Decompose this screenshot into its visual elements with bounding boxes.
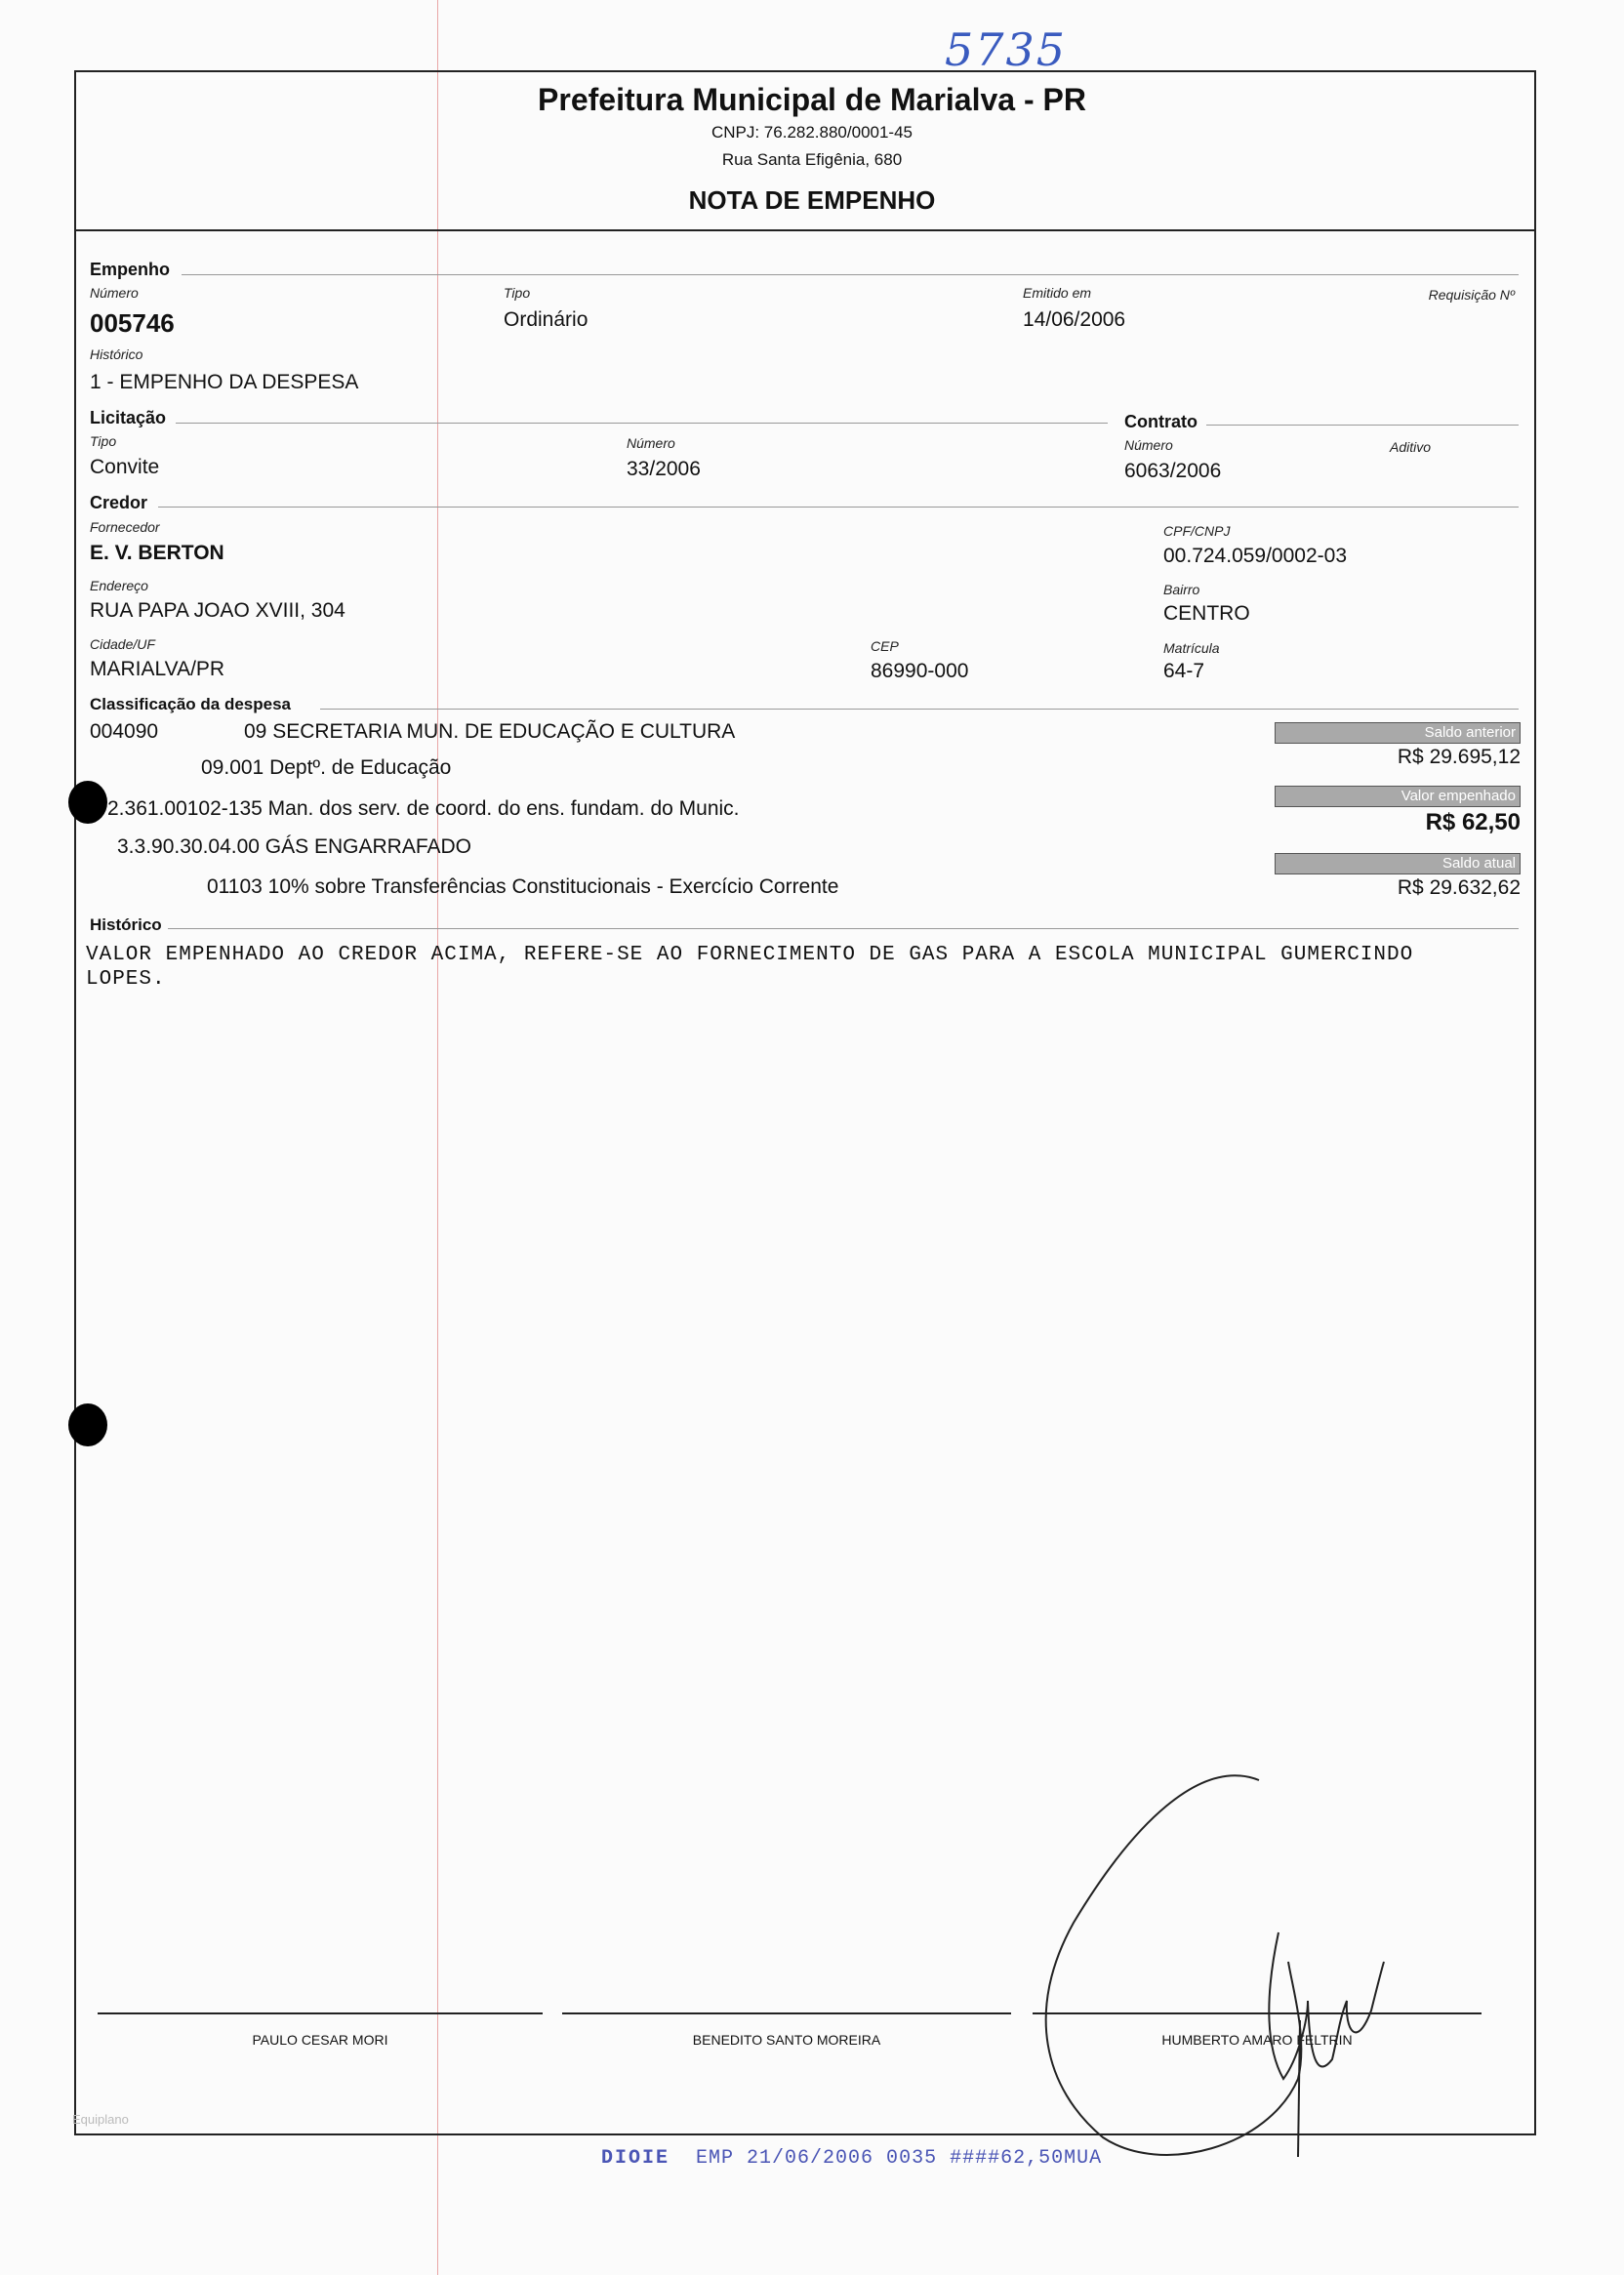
classificacao-elemento: 3.3.90.30.04.00 GÁS ENGARRAFADO (117, 835, 472, 858)
signatory-2: BENEDITO SANTO MOREIRA (692, 2032, 881, 2048)
empenho-historico-label: Histórico (90, 346, 143, 362)
software-watermark: Equiplano (72, 2112, 129, 2127)
classificacao-orgao: 09 SECRETARIA MUN. DE EDUCAÇÃO E CULTURA (244, 720, 736, 743)
empenho-numero-label: Número (90, 285, 139, 301)
cpf-cnpj-label: CPF/CNPJ (1163, 523, 1231, 539)
cnpj-text: CNPJ: 76.282.880/0001-45 (710, 123, 914, 142)
emitido-date: 14/06/2006 (1023, 308, 1126, 331)
bairro-label: Bairro (1163, 582, 1200, 597)
aditivo-label: Aditivo (1390, 439, 1432, 455)
matricula-value: 64-7 (1163, 660, 1205, 682)
address-text: Rua Santa Efigênia, 680 (721, 150, 903, 169)
classificacao-section-title: Classificação da despesa (90, 695, 292, 713)
signatory-3: HUMBERTO AMARO FELTRIN (1161, 2032, 1353, 2048)
section-rule (176, 423, 1108, 424)
classificacao-funcional: 2.361.00102-135 Man. dos serv. de coord. do ens. fundam. do Munic. (107, 797, 740, 820)
cidade-value: MARIALVA/PR (90, 658, 225, 680)
cidade-label: Cidade/UF (90, 636, 155, 652)
licitacao-tipo: Convite (90, 456, 160, 478)
contrato-numero: 6063/2006 (1124, 460, 1222, 482)
signature-line (562, 2012, 1011, 2014)
valor-empenhado-label: Valor empenhado (1275, 786, 1521, 807)
saldo-atual-label: Saldo atual (1275, 853, 1521, 874)
protocol-stamp (601, 2147, 1102, 2170)
classificacao-recurso: 01103 10% sobre Transferências Constitucionais - Exercício Corrente (207, 875, 839, 898)
section-rule (1206, 425, 1519, 426)
valor-empenhado-value: R$ 62,50 (1425, 809, 1521, 835)
handwritten-document-number: 5735 (945, 23, 1068, 76)
fornecedor-label: Fornecedor (90, 519, 160, 535)
binder-hole (68, 781, 107, 824)
historico-line-2: LOPES. (86, 968, 166, 991)
contrato-section-title: Contrato (1124, 412, 1198, 431)
classificacao-code: 004090 (90, 720, 159, 743)
empenho-tipo-label: Tipo (504, 285, 531, 301)
historico-section-title: Histórico (90, 915, 162, 934)
contrato-numero-label: Número (1124, 437, 1173, 453)
licitacao-section-title: Licitação (90, 408, 167, 427)
stamp-text: EMP 21/06/2006 0035 ####62,50MUA (696, 2147, 1103, 2170)
saldo-atual-value: R$ 29.632,62 (1397, 876, 1521, 899)
empenho-historico: 1 - EMPENHO DA DESPESA (90, 371, 359, 393)
cpf-cnpj-value: 00.724.059/0002-03 (1163, 545, 1348, 567)
licitacao-tipo-label: Tipo (90, 433, 117, 449)
section-rule (320, 709, 1519, 710)
historico-line-1: VALOR EMPENHADO AO CREDOR ACIMA, REFERE-SE AO FORNECIMENTO DE GAS PARA A ESCOLA MUNICIPAL GUMERCINDO (86, 944, 1414, 966)
signatory-1: PAULO CESAR MORI (252, 2032, 388, 2048)
document-title: NOTA DE EMPENHO (688, 185, 936, 215)
credor-section-title: Credor (90, 493, 148, 512)
bairro-value: CENTRO (1163, 602, 1250, 625)
cep-label: CEP (871, 638, 899, 654)
fornecedor-name: E. V. BERTON (90, 542, 224, 564)
licitacao-numero-label: Número (627, 435, 675, 451)
classificacao-unidade: 09.001 Deptº. de Educação (201, 756, 452, 779)
binder-hole (68, 1403, 107, 1446)
empenho-section-title: Empenho (90, 260, 171, 279)
signature-line (98, 2012, 543, 2014)
section-rule (182, 274, 1519, 275)
saldo-anterior-label: Saldo anterior (1275, 722, 1521, 744)
endereco-label: Endereço (90, 578, 148, 593)
handwritten-signature (1015, 1767, 1425, 2176)
emitido-label: Emitido em (1023, 285, 1092, 301)
section-rule (158, 507, 1519, 508)
licitacao-numero: 33/2006 (627, 458, 701, 480)
header-divider (74, 229, 1534, 231)
section-rule (168, 928, 1519, 929)
empenho-tipo: Ordinário (504, 308, 589, 331)
empenho-numero: 005746 (90, 308, 175, 338)
matricula-label: Matrícula (1163, 640, 1220, 656)
municipality-title: Prefeitura Municipal de Marialva - PR (538, 82, 1086, 117)
cep-value: 86990-000 (871, 660, 969, 682)
requisicao-label: Requisição Nº (1428, 287, 1515, 303)
saldo-anterior-value: R$ 29.695,12 (1397, 746, 1521, 768)
stamp-logo: DIOIE (601, 2147, 670, 2170)
endereco-value: RUA PAPA JOAO XVIII, 304 (90, 599, 345, 622)
